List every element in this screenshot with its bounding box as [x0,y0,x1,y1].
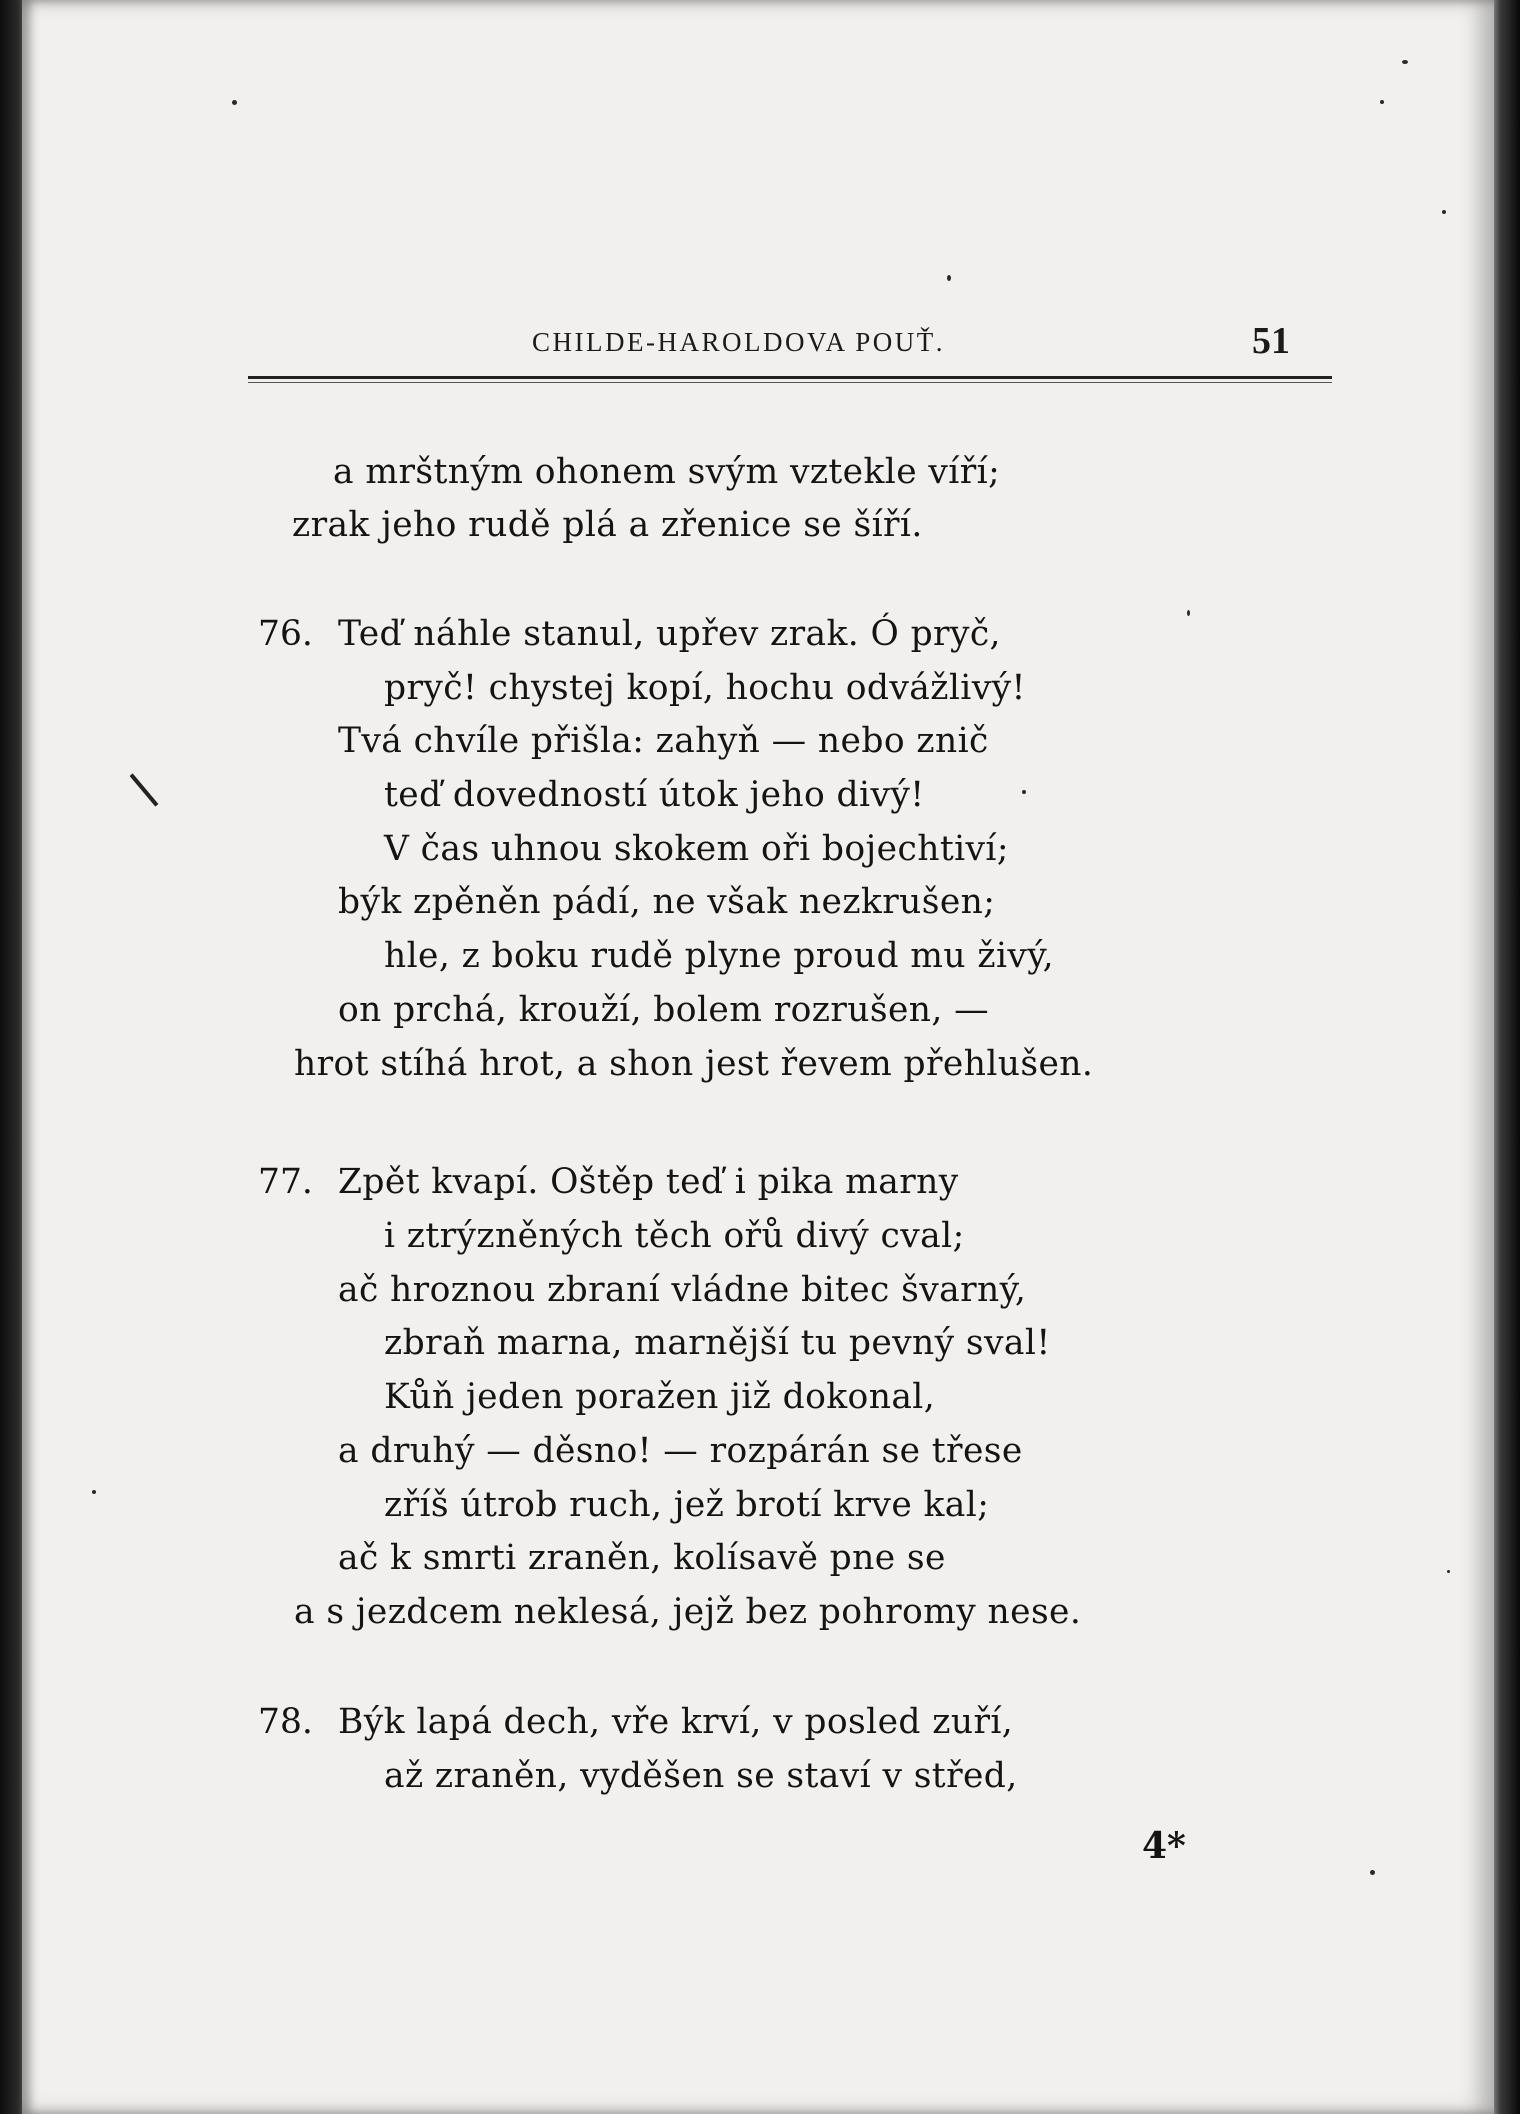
poem-line: ač hroznou zbraní vládne bitec švarný, [338,1270,1027,1310]
poem-line: hrot stíhá hrot, a shon jest řevem přehlušen. [294,1044,1094,1084]
scan-speck [92,1490,96,1494]
poem-line: pryč! chystej kopí, hochu odvážlivý! [384,668,1026,708]
page-header [22,320,1494,373]
poem-line: Býk lapá dech, vře krví, v posled zuří, [338,1702,1014,1742]
poem-line: Zpět kvapí. Oštěp teď i pika marny [338,1162,959,1202]
book-page [22,0,1494,2114]
stanza-number: 76. [258,614,313,654]
poem-line: zbraň marna, marnější tu pevný sval! [384,1323,1051,1363]
poem-line: zříš útrob ruch, jež brotí krve kal; [384,1485,990,1525]
signature-mark: 4* [1142,1825,1186,1867]
header-rule-thin [248,382,1332,383]
scan-speck [1447,1570,1450,1573]
poem-line: Tvá chvíle přišla: zahyň — nebo znič [338,721,989,761]
poem-line: teď dovedností útok jeho divý! [384,775,925,815]
scan-speck [947,275,951,281]
poem-line: až zraněn, vyděšen se staví v střed, [384,1756,1018,1796]
poem-line: ač k smrti zraněn, kolísavě pne se [338,1538,946,1578]
scan-speck [1022,790,1026,794]
poem-line: a s jezdcem neklesá, jejž bez pohromy nese. [294,1592,1082,1632]
scan-speck [1380,100,1384,104]
scan-right-edge [1492,0,1520,2114]
poem-line: on prchá, krouží, bolem rozrušen, — [338,990,990,1030]
stanza-number: 78. [258,1702,313,1742]
running-title: CHILDE-HAROLDOVA POUŤ. [532,327,946,357]
poem-line: Teď náhle stanul, upřev zrak. Ó pryč, [338,614,1001,654]
scan-speck [1187,610,1190,616]
poem-line: a druhý — děsno! — rozpárán se třese [338,1431,1023,1471]
scan-stroke-mark [130,773,159,806]
scan-speck [1370,1870,1375,1875]
poem-line: a mrštným ohonem svým vztekle víří; [333,452,1001,492]
header-rule [248,376,1332,379]
poem-line: zrak jeho rudě plá a zřenice se šíří. [292,505,923,545]
poem-line: V čas uhnou skokem oři bojechtiví; [384,829,1009,869]
scan-speck [1442,210,1446,214]
page-number: 51 [1252,320,1290,362]
poem-line: hle, z boku rudě plyne proud mu živý, [384,936,1054,976]
poem-line: býk zpěněn pádí, ne však nezkrušen; [338,882,996,922]
scan-speck [1402,60,1408,64]
poem-line: i ztrýzněných těch ořů divý cval; [384,1216,965,1256]
stanza-number: 77. [258,1162,313,1202]
scan-speck [232,100,237,105]
poem-line: Kůň jeden poražen již dokonal, [384,1377,936,1417]
